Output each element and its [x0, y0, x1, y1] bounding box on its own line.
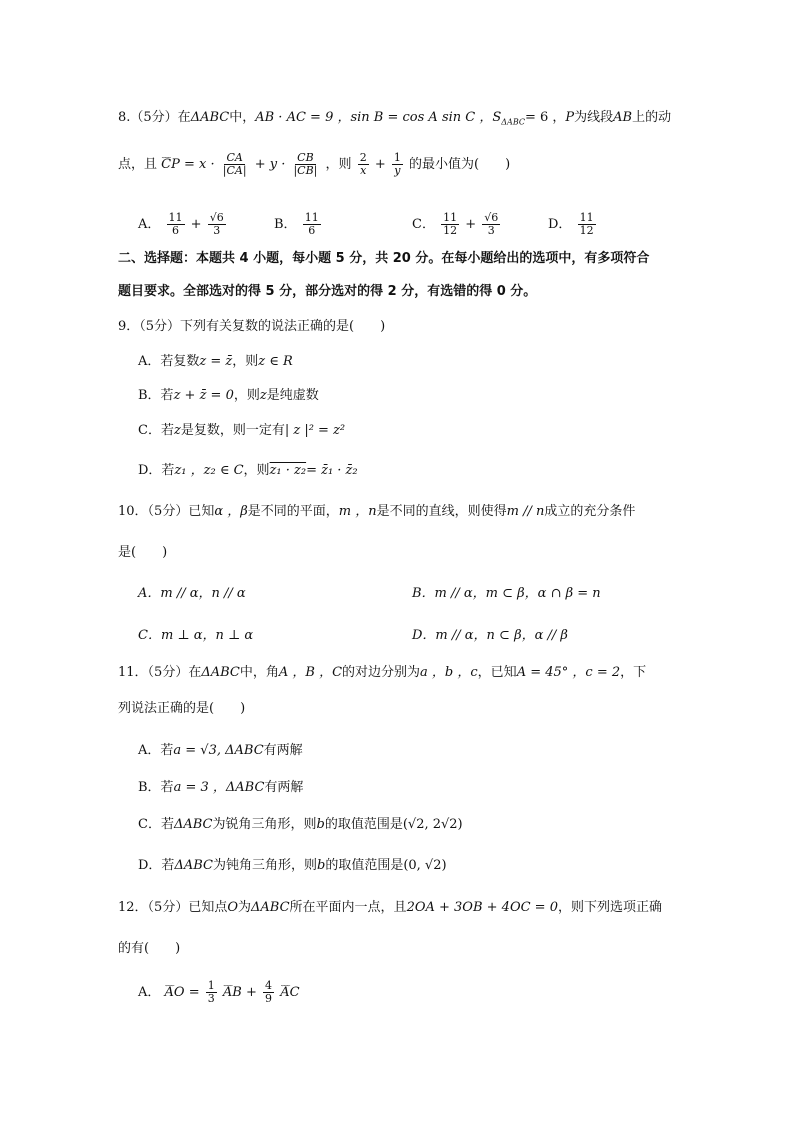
q12-line1: 12．（5分）已知点O为ΔABC所在平面内一点，且2OA + 3OB + 4OC = 0，则下列选项正确	[118, 900, 662, 915]
q8-condition: AB · AC = 9 ，sin B = cos A sin C ，	[255, 110, 493, 125]
q8-frac-2x: $\frac{2}{x}$	[359, 151, 367, 177]
q12-vector-ab: ⌣⌣⌣ AB	[223, 984, 242, 1002]
q8-area-value: = 6 ，	[524, 110, 566, 125]
q9-option-a: A．若复数z = z̄，则z ∈ R	[138, 354, 293, 369]
q8-x-coef: = x ·	[184, 157, 215, 172]
q8-text2: 为线段	[574, 110, 614, 125]
q8-number: 8.（5分）在	[118, 110, 191, 125]
q9-stem: 9．（5分）下列有关复数的说法正确的是( )	[118, 319, 386, 334]
q8-text3: 上的动	[632, 110, 672, 125]
q9-option-c: C．若z是复数，则一定有| z |² = z²	[138, 423, 346, 438]
q8-frac-cb: $\frac{CB}{|CB|}$	[293, 151, 318, 177]
q8-point: P	[565, 110, 575, 125]
q8-segment: AB	[613, 110, 633, 125]
q9-option-b: B．若z + z̄ = 0，则z是纯虚数	[138, 388, 319, 403]
section2-line2: 题目要求。全部选对的得 5 分，部分选对的得 2 分，有选错的得 0 分。	[118, 284, 537, 299]
q12-vector-ao: ⌣⌣⌣ AO	[165, 984, 185, 1002]
q8-vector-cp: ⌣⌣⌣ CP	[161, 156, 180, 174]
q8-frac-1y: $\frac{1}{y}$	[393, 151, 401, 177]
q8-question: 的最小值为( )	[409, 157, 511, 172]
q8-text5: ，则	[325, 157, 352, 172]
q8-option-a: A． $\frac{11}{6}$ + $\frac{√6}{3}$	[138, 211, 224, 237]
q10-option-d: D．m // α，n ⊂ β，α // β	[412, 628, 568, 643]
q8-text4: 点，且	[118, 157, 158, 172]
q8-option-d: D． $\frac{11}{12}$	[548, 211, 594, 237]
q10-option-b: B．m // α，m ⊂ β，α ∩ β = n	[412, 586, 601, 601]
q11-option-d: D．若ΔABC为钝角三角形，则b的取值范围是(0, √2)	[138, 858, 447, 873]
q8-option-b: B． $\frac{11}{6}$	[274, 211, 319, 237]
q8-frac-ca: $\frac{CA}{|CA|}$	[222, 151, 247, 177]
q12-option-a: A． ⌣⌣⌣ AO = $\frac{1}{3}$ ⌣⌣⌣ AB + $\frac{4}{9}$ ⌣⌣⌣ AC	[138, 980, 300, 1005]
section2-line1: 二、选择题：本题共 4 小题，每小题 5 分，共 20 分。在每小题给出的选项中，有多项符合	[118, 251, 650, 266]
q11-option-b: B．若a = 3 ，ΔABC有两解	[138, 780, 304, 795]
q8-y-coef: + y ·	[254, 157, 286, 172]
q10-option-c: C．m ⊥ α，n ⊥ α	[138, 628, 254, 643]
q10-line1: 10．（5分）已知α ，β是不同的平面，m ，n是不同的直线，则使得m // n成立的充分条件	[118, 504, 636, 519]
q10-line2: 是( )	[118, 545, 168, 560]
q8-area-subscript: ΔABC	[501, 117, 525, 127]
q8-area-symbol: S	[492, 110, 502, 125]
q8-line2	[118, 152, 510, 177]
q11-option-a: A．若a = √3, ΔABC有两解	[138, 743, 303, 758]
q10-option-a: A．m // α，n // α	[138, 586, 246, 601]
q11-line1: 11．（5分）在ΔABC中，角A ，B ，C的对边分别为a ，b ，c，已知A = 45° ，c = 2，下	[118, 665, 647, 680]
q8-plus: +	[374, 157, 386, 172]
q8-option-c: C． $\frac{11}{12}$ + $\frac{√6}{3}$	[412, 211, 499, 237]
q8-text: 中，	[229, 110, 256, 125]
q8-line1	[118, 109, 671, 132]
q8-triangle: ΔABC	[190, 110, 230, 125]
q9-option-d: D．若z₁ ，z₂ ∈ C，则z₁ · z₂= z̄₁ · z̄₂	[138, 463, 358, 478]
q11-line2: 列说法正确的是( )	[118, 701, 246, 716]
q11-option-c: C．若ΔABC为锐角三角形，则b的取值范围是(√2, 2√2)	[138, 817, 463, 832]
q12-line2: 的有( )	[118, 941, 181, 956]
q12-vector-ac: ⌣⌣⌣ AC	[280, 984, 299, 1002]
